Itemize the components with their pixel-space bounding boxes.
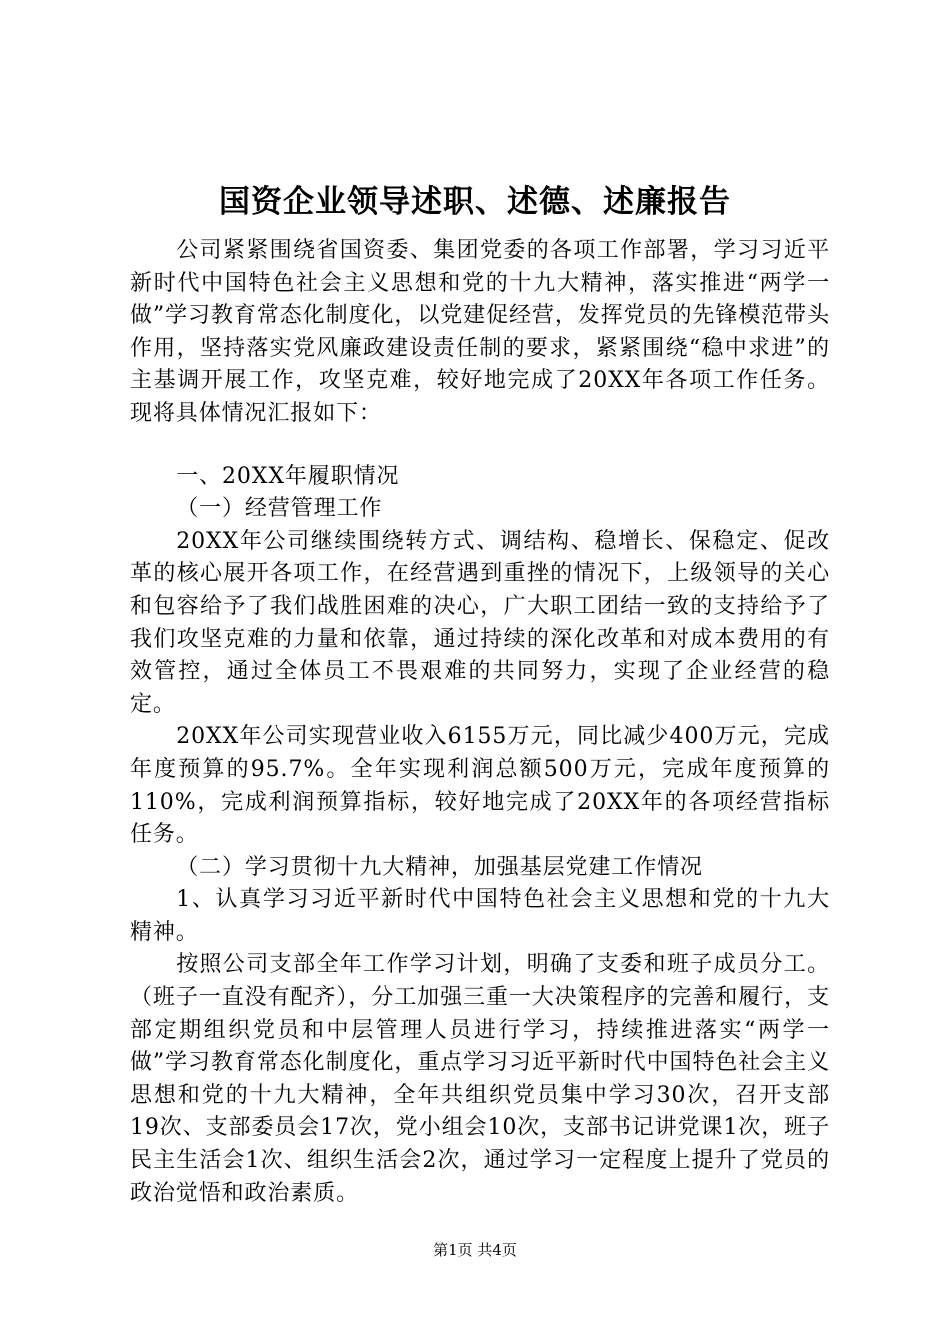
page-number-footer: 第1页 共4页 (433, 1241, 517, 1259)
financial-results-paragraph: 20XX年公司实现营业收入6155万元，同比减少400万元，完成年度预算的95.7%。全年实现利润总额500万元，完成年度预算的110%，完成利润预算指标，较好地完成了20XX年的各项经营指标任务。 (130, 724, 830, 848)
document-body (130, 235, 830, 1210)
operations-paragraph: 20XX年公司继续围绕转方式、调结构、稳增长、保稳定、促改革的核心展开各项工作，在经营遇到重挫的情况下，上级领导的关心和包容给予了我们战胜困难的决心，广大职工团结一致的支持给予了我们攻坚克难的力量和依靠，通过持续的深化改革和对成本费用的有效管控，通过全体员工不畏艰难的共同努力，实现了企业经营的稳定。 (130, 528, 830, 717)
study-plan-paragraph: 按照公司支部全年工作学习计划，明确了支委和班子成员分工。（班子一直没有配齐），分工加强三重一大决策程序的完善和履行，支部定期组织党员和中层管理人员进行学习，持续推进落实“两学一做”学习教育常态化制度化，重点学习习近平新时代中国特色社会主义思想和党的十九大精神，全年共组织党员集中学习30次，召开支部19次、支部委员会17次，党小组会10次，支部书记讲党课1次，班子民主生活会1次、组织生活会2次，通过学习一定程度上提升了党员的政治觉悟和政治素质。 (130, 952, 830, 1206)
subsection-heading-1: （一）经营管理工作 (176, 496, 383, 522)
section-heading-1: 一、20XX年履职情况 (176, 463, 400, 489)
subsection-heading-2: （二）学习贯彻十九大精神，加强基层党建工作情况 (176, 854, 703, 880)
intro-paragraph: 公司紧紧围绕省国资委、集团党委的各项工作部署，学习习近平新时代中国特色社会主义思想和党的十九大精神，落实推进“两学一做”学习教育常态化制度化，以党建促经营，发挥党员的先锋模范带头作用，坚持落实党风廉政建设责任制的要求，紧紧围绕“稳中求进”的主基调开展工作，攻坚克难，较好地完成了20XX年各项工作任务。现将具体情况汇报如下： (130, 238, 830, 426)
paragraph-spacer (130, 431, 830, 461)
study-item-1: 1、认真学习习近平新时代中国特色社会主义思想和党的十九大精神。 (130, 887, 830, 945)
document-title: 国资企业领导述职、述德、述廉报告 (219, 184, 731, 220)
